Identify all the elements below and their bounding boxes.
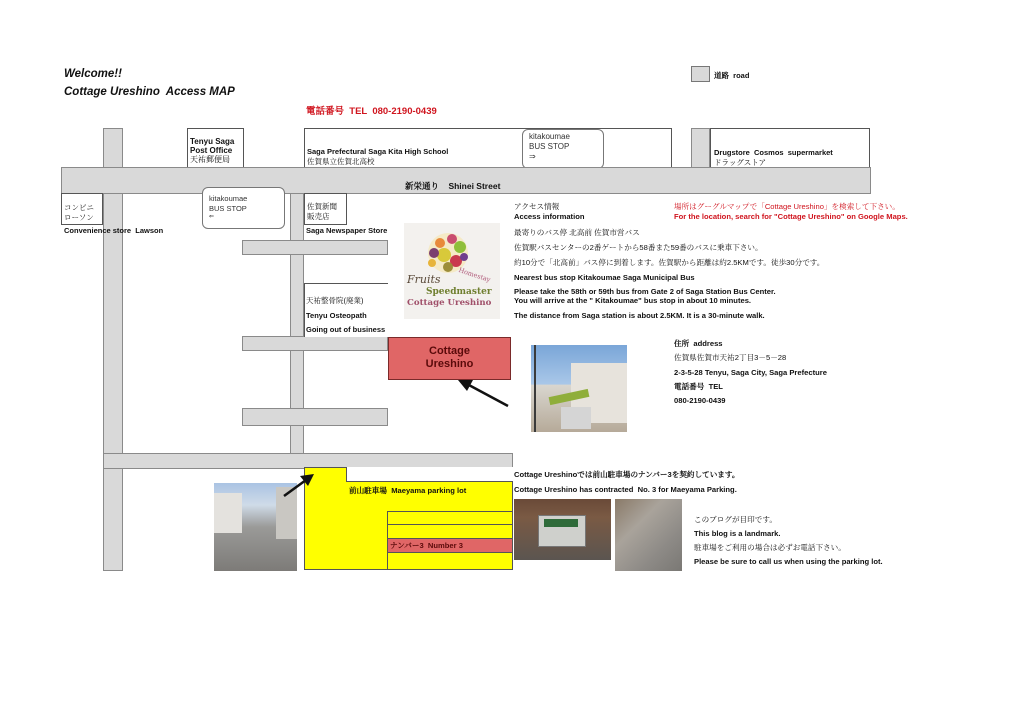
address-en: 2-3-5-28 Tenyu, Saga City, Saga Prefecture [674,368,827,377]
bus-stop-top-name: kitakoumae [529,132,570,141]
osteopath-name-jp: 天祐整骨院(廃業) [306,296,364,305]
call-note-en: Please be sure to call us when using the parking lot. [694,557,883,566]
newspaper-name-jp-1: 佐賀新聞 [307,202,337,211]
osteopath-status: Going out of business [306,325,386,334]
address-jp: 佐賀県佐賀市天祐2丁目3－5－28 [674,353,787,362]
logo-speedmaster: Speedmaster [426,287,492,297]
logo-homestay: Homestay [457,266,492,284]
car [561,407,591,429]
lawson-label: Convenience store Lawson [64,226,164,235]
newspaper-building [304,193,347,225]
post-office-name-2: Post Office [190,146,233,155]
arrow-left-icon: ⇐ [209,214,215,220]
arrow-right-icon: ⇒ [529,152,536,161]
cottage-ureshino-marker [388,337,511,380]
cottage-name-2: Ureshino [425,358,474,370]
google-maps-note-jp: 場所はグーグルマップで「Cottage Ureshino」を検索して下さい。 [674,202,900,211]
tel-label: 電話番号 TEL [674,382,723,391]
page-title: Cottage Ureshino Access MAP [64,86,235,98]
legend-road-swatch [691,66,710,82]
sign-label [544,519,578,527]
drugstore-building [710,128,870,168]
lawson-name-jp-2: ローソン [64,212,94,222]
utility-pole [534,345,536,432]
access-en-line-3: You will arrive at the " Kitakoumae" bus stop in about 10 minutes. [514,296,752,305]
parking-space-1 [387,511,513,525]
welcome-title: Welcome!! [64,68,122,80]
road-side-1 [242,240,388,255]
parking-space-4 [387,552,513,570]
landmark-jp: このブログが目印です。 [694,515,777,524]
road-vertical-left-bottom [103,467,123,571]
lawson-name-jp-1: コンビニ [64,203,94,212]
post-office-name-1: Tenyu Saga [190,137,235,146]
logo-fruits: Fruits [407,273,441,286]
access-heading: Access information [514,212,585,221]
address-label: 住所 address [674,339,723,348]
google-maps-note: For the location, search for "Cottage Ureshino" on Google Maps. [674,212,908,221]
access-jp-line-1: 最寄りのバス停 北高前 佐賀市営バス [514,228,640,237]
bus-stop-left-name: kitakoumae [209,194,248,203]
high-school-name: Saga Prefectural Saga Kita High School [307,147,449,156]
bus-stop-top [522,129,604,169]
legend-road-label: 道路 road [714,71,750,80]
parking-number-label: ナンバー3 Number 3 [390,541,463,550]
road-vertical-left-top [103,128,123,170]
newspaper-name-jp-2: 販売店 [307,211,330,221]
access-jp-line-2: 佐賀駅バスセンターの2番ゲートから58番また59番のバスに乗車下さい。 [514,243,763,252]
speedmaster-logo [404,223,500,319]
arrow-to-parking-icon [280,470,320,500]
parking-contract-jp: Cottage Ureshinoでは前山駐車場のナンバー3を契約しています。 [514,470,740,479]
parking-lot-label: 前山駐車場 Maeyama parking lot [349,486,467,495]
parking-contract: Cottage Ureshino has contracted No. 3 for Maeyama Parking. [514,485,737,494]
bus-stop-left [202,187,285,229]
parking-notch [346,467,513,482]
access-jp-line-3: 約10分で「北高前」バス停に到着します。佐賀駅から距離は約2.5KMです。徒歩30分です。 [514,258,825,267]
access-en-line-2: Please take the 58th or 59th bus from Gate 2 of Saga Station Bus Center. [514,287,776,296]
road-side-3 [242,408,388,426]
post-office-name-jp: 天祐郵便局 [190,155,230,164]
newspaper-label: Saga Newspaper Store [306,226,388,235]
access-heading-jp: アクセス情報 [514,202,560,211]
tel-number: 080-2190-0439 [674,396,726,405]
post-office-building [187,128,244,168]
building-left [214,493,242,533]
shinei-street-label: 新栄通り Shinei Street [405,181,501,191]
phone-header: 電話番号 TEL 080-2190-0439 [306,106,437,117]
parking-space-2 [387,524,513,539]
bus-stop-top-label: BUS STOP [529,142,570,151]
cottage-name-1: Cottage [429,345,470,357]
high-school-building [304,128,672,168]
parking-sign-photo [514,499,611,560]
drugstore-name-jp: ドラッグストア [714,157,767,167]
logo-cottage-ureshino: Cottage Ureshino [407,298,492,308]
access-en-line-1: Nearest bus stop Kitakoumae Saga Municipal Bus [514,273,695,282]
high-school-name-jp: 佐賀県立佐賀北高校 [307,156,375,166]
road-vertical-right-top [691,128,710,170]
road-side-2 [242,336,388,351]
parking-ground-photo [615,499,682,571]
cottage-photo [531,345,627,432]
osteopath-name: Tenyu Osteopath [306,311,367,320]
landmark-en: This blog is a landmark. [694,529,781,538]
drugstore-name: Drugstore Cosmos supermarket [714,148,833,157]
lawson-building [61,193,103,225]
bus-stop-left-label: BUS STOP [209,203,247,213]
access-en-line-4: The distance from Saga station is about 2.5KM. It is a 30-minute walk. [514,311,765,320]
call-note-jp: 駐車場をご利用の場合は必ずお電話下さい。 [694,543,846,552]
arrow-to-cottage-icon [455,378,515,410]
